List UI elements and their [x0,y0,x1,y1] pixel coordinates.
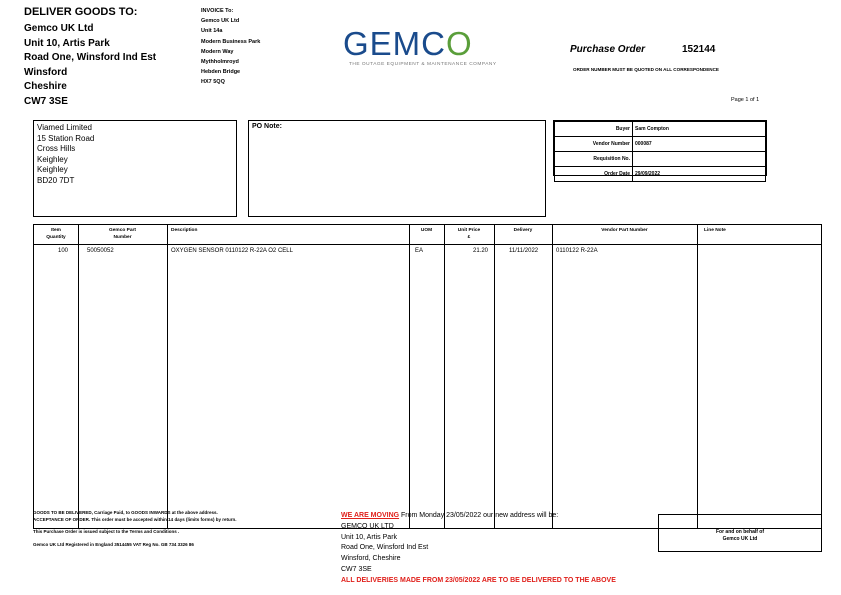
column-divider [697,225,698,528]
supplier-line: Keighley [37,165,68,174]
info-row-buyer [555,122,766,137]
row-delivery: 11/11/2022 [509,248,539,254]
info-value [633,152,766,167]
order-info-box [553,120,767,176]
header-part-number: Gemco Part Number [109,228,136,240]
new-address-line: CW7 3SE [341,565,372,573]
logo-wordmark: GEMCO [343,25,473,62]
info-row-order-date [555,167,766,182]
supplier-line: BD20 7DT [37,175,75,185]
header-uom: UOM [420,228,433,233]
info-label: Buyer [555,122,633,137]
gemco-logo [343,27,497,67]
deliver-address-line: Road One, Winsford Ind Est [24,52,157,63]
po-note-box [248,120,546,217]
new-address-line: Winsford, Cheshire [341,555,401,563]
info-row-requisition [555,152,766,167]
info-value: 29/09/2022 [633,167,766,182]
column-divider [552,225,553,528]
supplier-address-box [33,120,237,217]
supplier-line: Cross Hills [37,144,76,153]
info-row-vendor-number [555,137,766,152]
header-description: Description [171,228,198,233]
invoice-line: Modern Business Park [201,38,261,45]
invoice-line: Unit 14a [201,28,223,35]
header-divider [34,244,821,245]
invoice-line: Hebden Bridge [201,69,241,76]
info-label: Order Date [555,167,633,182]
supplier-line: Viamed Limited [37,123,92,132]
row-unit-price: 21.20 [472,248,488,254]
row-description: OXYGEN SENSOR 0110122 R-22A O2 CELL [171,248,293,254]
purchase-order-number: 152144 [682,44,716,55]
column-divider [409,225,410,528]
signature-line: For and on behalf of [715,529,765,535]
footer-terms-line: ACCEPTANCE OF ORDER. This order must be accepted within 14 days (limits forms) by return. [33,516,237,522]
all-deliveries-notice: ALL DELIVERIES MADE FROM 23/05/2022 ARE TO BE DELIVERED TO THE ABOVE [341,576,616,584]
info-label: Vendor Number [555,137,633,152]
footer-terms [33,510,236,548]
invoice-line: Mythholmroyd [201,59,239,66]
row-part-number: 50050052 [87,248,114,254]
header-line-note: Line Note [704,228,726,233]
moving-headline: WE ARE MOVING From Monday 23/05/2022 our new address will be: [341,512,559,519]
page-indicator: Page 1 of 1 [731,97,760,103]
signature-box [658,514,822,552]
po-note-label: PO Note: [252,123,282,130]
footer-terms-line: Gemco UK Ltd Registered in England 3514455 VAT Reg No. GB 734 3326 86 [33,541,194,547]
footer-terms-line: GOODS TO BE DELIVERED, Carriage Paid, to GOODS INWARDS at the above address. [33,510,218,515]
row-quantity: 100 [57,248,68,254]
deliver-address-line: Unit 10, Artis Park [24,37,110,49]
header-unit-price: Unit Price £ [457,228,481,240]
purchase-order-label: Purchase Order [570,44,646,55]
row-uom: EA [415,248,424,254]
info-label: Requisition No. [555,152,633,167]
moving-notice [341,511,616,587]
deliver-to-title: DELIVER GOODS TO: [24,6,138,18]
invoice-line: INVOICE To: [201,8,234,14]
new-address-line: Road One, Winsford Ind Est [341,544,429,552]
info-value: 000087 [633,137,766,152]
column-divider [444,225,445,528]
line-items-table [33,224,822,529]
invoice-address [201,6,260,88]
deliver-address-line: Cheshire [24,81,67,92]
column-divider [167,225,168,528]
supplier-line: 15 Station Road [37,133,95,143]
invoice-line: HX7 5QQ [201,79,225,86]
footer-terms-line: This Purchase Order is issued subject to the Terms and Conditions . [33,529,180,534]
order-number-notice: ORDER NUMBER MUST BE QUOTED ON ALL CORRESPONDENCE [573,67,719,72]
header-vendor-part: Vendor Part Number [601,228,648,233]
deliver-address-line: Winsford [24,66,68,78]
deliver-address [24,22,156,109]
new-address-line: Unit 10, Artis Park [341,533,398,541]
supplier-line: Keighley [37,154,68,164]
header-delivery: Delivery [513,228,533,233]
signature-line: Gemco UK Ltd [722,536,758,542]
deliver-address-line: Gemco UK Ltd [24,23,94,34]
info-value: Sam Compton [633,122,766,137]
new-address-line: GEMCO UK LTD [341,522,394,530]
header-quantity: Item Quantity [46,228,66,240]
column-divider [494,225,495,528]
row-vendor-part: 0110122 R-22A [556,248,598,254]
order-info-table [554,121,766,182]
invoice-line: Modern Way [201,48,234,55]
invoice-line: Gemco UK Ltd [201,18,240,25]
deliver-address-line: CW7 3SE [24,95,68,107]
logo-tagline: THE OUTAGE EQUIPMENT & MAINTENANCE COMPANY [349,62,497,67]
column-divider [78,225,79,528]
